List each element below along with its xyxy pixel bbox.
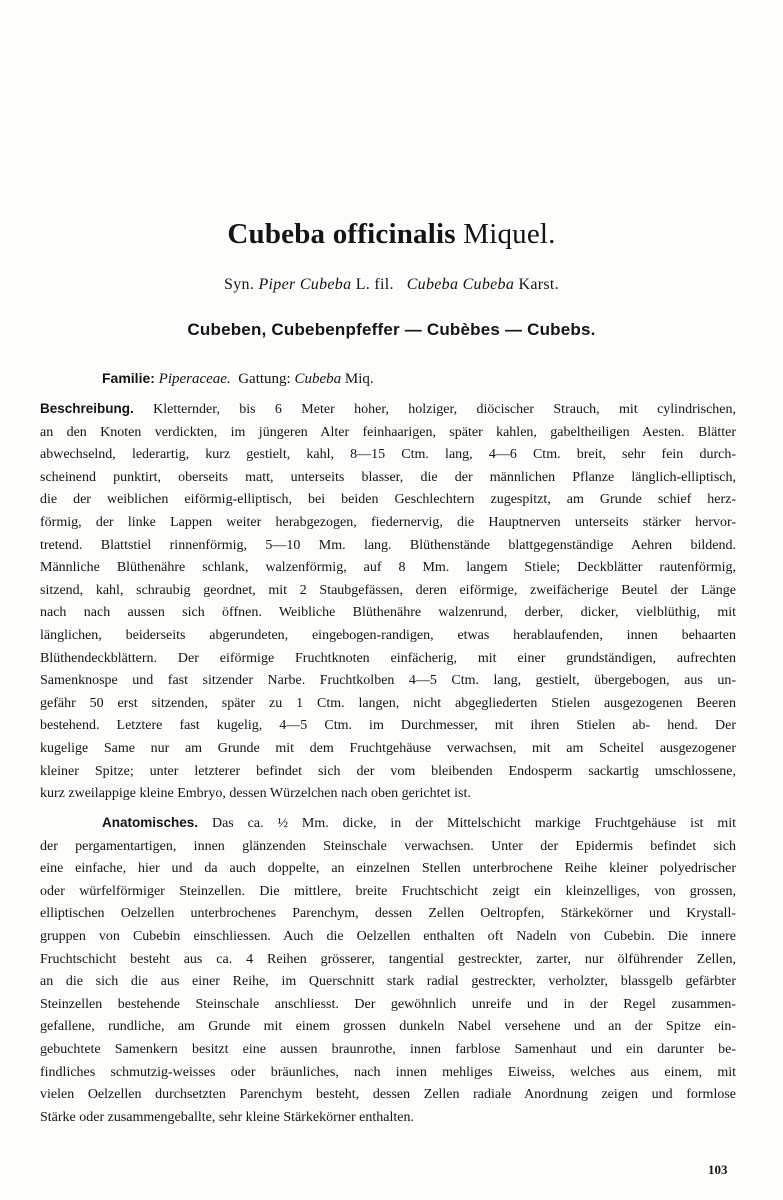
text-line: nach nach aussen sich öffnen. Weibliche Blüthenähre walzenrund, derber, dicker, vielblüthig, mit [40, 605, 736, 621]
text-line: an den Knoten verdickten, im jüngeren Alter feinhaarigen, später kahlen, gabeltheiligen Aesten. Blätter [40, 424, 736, 440]
text-line: Stärke oder zusammengeballte, sehr kleine Stärkekörner enthalten. [40, 1109, 414, 1125]
text-line: gefallene, rundliche, am Grunde mit einem grossen dunkeln Nabel versehene und an der Spitze ein- [40, 1019, 736, 1035]
text-line: bestehend. Letztere fast kugelig, 4—5 Ctm. im Durchmesser, mit ihren Stielen ab- hend. Der [40, 718, 736, 734]
text-line: sitzend, kahl, schraubig geordnet, mit 2 Staubgefässen, deren eiförmige, zweifächerige Beutel der Länge [40, 582, 736, 598]
text-line: der pergamentartigen, innen glänzenden Steinschale verwachsen. Unter der Epidermis befindet sich [40, 838, 736, 854]
gattung-author: Miq. [344, 371, 374, 387]
gattung-label: Gattung: [238, 371, 291, 387]
syn-cubeba-author: Karst. [518, 276, 559, 293]
page-number: 103 [708, 1162, 728, 1177]
species-author: Miquel. [463, 218, 556, 250]
text-line: Männliche Blüthenähre schlank, walzenförmig, auf 8 Mm. langem Stiele; Deckblätter rautenförmig, [40, 560, 736, 576]
syn-piper-author: L. fil. [355, 276, 394, 293]
text-line: Blüthendeckblättern. Der eiförmige Fruchtknoten einfächerig, mit einer grundständigen, aufrechten [40, 650, 736, 666]
text-line: die der weiblichen eiförmig-elliptisch, bei beiden Geschlechtern zugespitzt, am Grunde schief herz- [40, 492, 736, 508]
text-line: förmig, der linke Lappen weiter herabgezogen, fiedernervig, die Hauptnerven unterseits stärker hervor- [40, 514, 736, 530]
text-line: elliptischen Oelzellen unterbrochenes Parenchym, dessen Zellen Oeltropfen, Stärkekörner und Krystall- [40, 906, 736, 922]
text-line: gebuchtete Samenkern besitzt eine aussen braunrothe, innen farblose Samenhaut und ein darunter be- [40, 1041, 736, 1057]
syn-prefix: Syn. [224, 276, 255, 293]
text-line: kleiner Spitze; unter letzterer befindet sich der vom bleibenden Endosperm sackartig umschlossene, [40, 763, 736, 779]
beschreibung-heading: Beschreibung. [40, 401, 134, 416]
beschreibung-section [40, 398, 736, 806]
text-line: tretend. Blattstiel rinnenförmig, 5—10 Mm. lang. Blüthenstände blattgegenständige Aehren bildend. [40, 537, 736, 553]
common-names: Cubeben, Cubebenpfeffer — Cubèbes — Cubebs. [187, 320, 596, 339]
page-title [0, 218, 783, 251]
text-line: gefähr 50 erst sitzenden, später zu 1 Ctm. langen, nicht abgegliederten Stielen ausgezogenen Beeren [40, 695, 736, 711]
familie-line [102, 370, 374, 388]
text-line: Fruchtschicht besteht aus ca. 4 Reihen grösserer, tangential gestreckter, zarter, nur ölführender Zellen, [40, 951, 736, 967]
text-line: an die sich die aus einer Reihe, im Querschnitt stark radial gestreckter, verholzter, blassgelb gefärbter [40, 974, 736, 990]
text-line: vielen Oelzellen durchsetzten Parenchym besteht, dessen Zellen radiale Anordnung zeigen und formlose [40, 1087, 736, 1103]
text-line: abwechselnd, lederartig, kurz gestielt, kahl, 8—15 Ctm. lang, 4—6 Ctm. breit, sehr fein durch- [40, 447, 736, 463]
text-line: kugelige Same nur am Grunde mit dem Fruchtgehäuse verwachsen, mit am Scheitel ausgezogener [40, 740, 736, 756]
text-line: Samenknospe und fast sitzender Narbe. Fruchtkolben 4—5 Ctm. lang, gestielt, übergebogen, aus un- [40, 673, 736, 689]
familie-label: Familie: [102, 370, 155, 386]
text-line: länglichen, beiderseits abgerundeten, eingebogen-randigen, etwas herablaufenden, innen behaarten [40, 627, 736, 643]
anatomisches-heading: Anatomisches. [102, 815, 199, 830]
species-name: Cubeba officinalis [227, 218, 456, 250]
syn-cubeba: Cubeba Cubeba [406, 276, 515, 293]
anatomisches-first-line: Anatomisches. Das ca. ½ Mm. dicke, in der Mittelschicht markige Fruchtgehäuse ist mit [102, 815, 736, 831]
text-line: findliches schmutzig-weisses oder bräunliches, nach innen mehliges Eiweiss, welches aus einem, mit [40, 1064, 736, 1080]
syn-piper: Piper Cubeba [258, 276, 352, 293]
gattung-genus: Cubeba [294, 371, 342, 387]
text-line: oder würfelförmiger Steinzellen. Die mittlere, breite Fruchtschicht zeigt ein kleinzelliges, von grossen, [40, 883, 736, 899]
text-line: kurz zweilappige kleine Embryo, dessen Würzelchen nach oben gerichtet ist. [40, 786, 471, 802]
familie-family: Piperaceae. [158, 371, 231, 387]
text-line: scheinend punktirt, oberseits matt, unterseits blasser, die der männlichen Pflanze länglich-elliptisch, [40, 469, 736, 485]
text-line: eine einfache, hier und da auch doppelte, an einzelnen Stellen unterbrochene Reihe kleiner polyedrischer [40, 861, 736, 877]
text-line: Steinzellen bestehende Steinschale anschliesst. Der gewöhnlich unreife und in der Regel zusammen- [40, 996, 736, 1012]
synonyms-line [0, 276, 783, 294]
beschreibung-first-line: Beschreibung. Kletternder, bis 6 Meter hoher, holziger, diöcischer Strauch, mit cylindrischen, [40, 401, 736, 417]
text-line: gruppen von Cubebin einschliessen. Auch die Oelzellen enthalten oft Nadeln von Cubebin. Die innere [40, 928, 736, 944]
anatomisches-section [40, 812, 736, 1129]
